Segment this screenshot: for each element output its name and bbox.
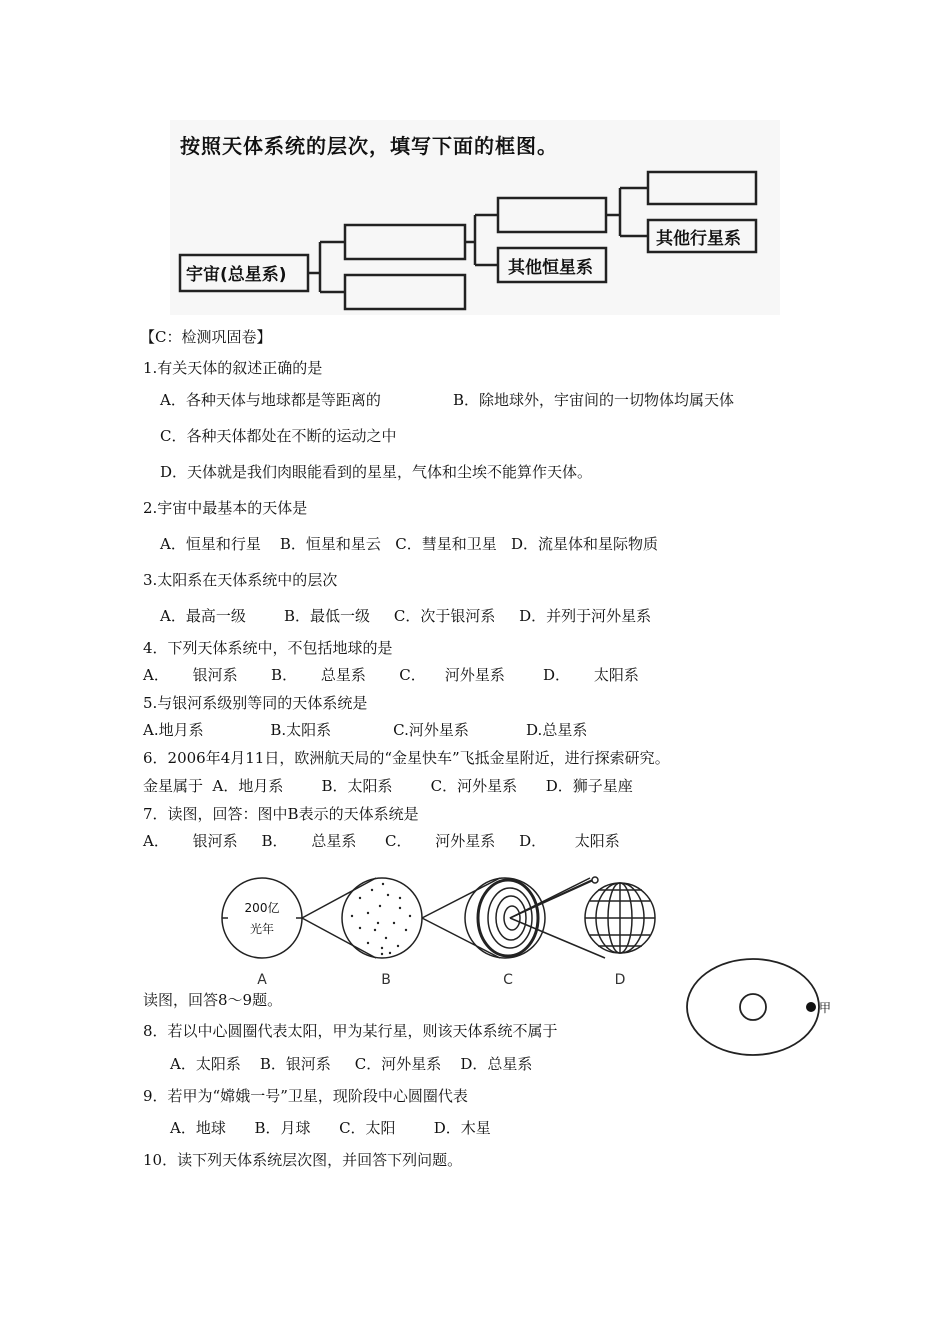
other-planets-label: 其他行星系 (656, 229, 741, 249)
q4-options: A． 银河系 B． 总星系 C． 河外星系 D． 太阳系 (143, 666, 639, 684)
orbit-figure (685, 955, 835, 1065)
root-box-label: 宇宙(总星系) (186, 265, 287, 285)
label-b: B (381, 972, 391, 988)
blank-box-extragalaxy (345, 275, 465, 309)
orbit-ellipse (687, 959, 819, 1055)
circle-b (342, 878, 422, 958)
other-stars-label: 其他恒星系 (508, 258, 593, 278)
q1-option-c: C．各种天体都处在不断的运动之中 (160, 427, 397, 445)
label-d: D (614, 972, 626, 988)
q3-stem: 3.太阳系在天体系统中的层次 (143, 571, 338, 589)
q8-options: A．太阳系 B．银河系 C．河外星系 D．总星系 (170, 1055, 533, 1073)
q1-option-a: A．各种天体与地球都是等距离的 (160, 391, 381, 409)
center-circle (740, 994, 766, 1020)
label-c: C (503, 972, 513, 988)
jia-label: 甲 (819, 1001, 832, 1015)
q4-stem: 4．下列天体系统中，不包括地球的是 (143, 639, 393, 657)
hierarchy-heading: 按照天体系统的层次，填写下面的框图。 (180, 134, 558, 158)
blank-box-solar (498, 198, 606, 232)
q6-stem: 6．2006年4月11日，欧洲航天局的“金星快车”飞抵金星附近，进行探索研究。 (143, 749, 670, 767)
q5-stem: 5.与银河系级别等同的天体系统是 (143, 694, 368, 712)
hierarchy-connectors (170, 120, 780, 315)
q3-options: A．最高一级 B．最低一级 C．次于银河系 D．并列于河外星系 (160, 607, 652, 625)
jia-dot (806, 1002, 816, 1012)
blank-box-earthmoon (648, 172, 756, 204)
q8-stem: 8．若以中心圆圈代表太阳，甲为某行星，则该天体系统不属于 (143, 1022, 558, 1040)
q10-stem: 10．读下列天体系统层次图，并回答下列问题。 (143, 1151, 463, 1169)
q9-stem: 9．若甲为“嫦娥一号”卫星，现阶段中心圆圈代表 (143, 1087, 468, 1105)
q8-9-intro: 读图，回答8～9题。 (143, 991, 283, 1009)
q2-options: A．恒星和行星 B．恒星和星云 C．彗星和卫星 D．流星体和星际物质 (160, 535, 659, 553)
section-title: 【C：检测巩固卷】 (140, 328, 272, 346)
blank-box-galaxy (345, 225, 465, 259)
q7-options: A． 银河系 B． 总星系 C． 河外星系 D． 太阳系 (143, 832, 620, 850)
q1-stem: 1.有关天体的叙述正确的是 (143, 359, 323, 377)
circle-a-text-2: 光年 (249, 922, 275, 936)
label-a: A (257, 972, 267, 988)
q5-options: A.地月系 B.太阳系 C.河外星系 D.总星系 (143, 721, 588, 739)
hierarchy-figure (170, 120, 780, 315)
q6-options: 金星属于 A．地月系 B．太阳系 C．河外星系 D．狮子星座 (143, 777, 633, 795)
circle-a-text-1: 200亿 (244, 901, 280, 915)
q1-option-d: D．天体就是我们肉眼能看到的星星，气体和尘埃不能算作天体。 (160, 463, 593, 481)
q1-option-b: B．除地球外，宇宙间的一切物体均属天体 (453, 391, 735, 409)
q2-stem: 2.宇宙中最基本的天体是 (143, 499, 308, 517)
q7-stem: 7．读图，回答：图中B表示的天体系统是 (143, 805, 419, 823)
circles-figure (210, 868, 670, 993)
q9-options: A．地球 B．月球 C．太阳 D．木星 (170, 1119, 491, 1137)
